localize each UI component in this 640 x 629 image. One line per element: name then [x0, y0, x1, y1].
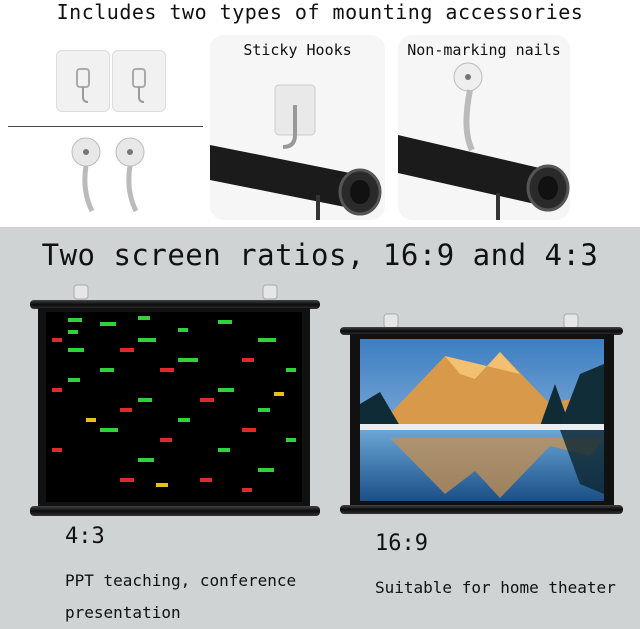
ratio-label-16-9: 16:9 [375, 531, 428, 556]
rod-on-hook-illustration [210, 35, 385, 220]
sticky-hook-pad-icon [112, 50, 166, 112]
ratio-label-4-3: 4:3 [65, 524, 105, 549]
screen-4-3 [38, 308, 310, 508]
screen-bottom-rod [30, 506, 320, 516]
sticky-hook-pad-icon [56, 50, 110, 112]
nail-hook-icon [66, 136, 106, 216]
rod-on-nail-illustration [398, 35, 570, 220]
hook-icon [72, 283, 90, 301]
nails-label: Non-marking nails [407, 41, 561, 59]
description-4-3: PPT teaching, conference presentation [65, 571, 297, 622]
stock-ticker-image [38, 308, 310, 508]
nail-hook-icon [110, 136, 150, 216]
accessories-title: Includes two types of mounting accessories [56, 0, 584, 24]
sticky-hooks-label: Sticky Hooks [243, 41, 352, 59]
ratios-title: Two screen ratios, 16:9 and 4:3 [41, 238, 599, 272]
accessory-thumbnails [8, 36, 203, 226]
screen-16-9 [350, 334, 614, 506]
mountain-lake-image [350, 334, 614, 506]
screen-bottom-rod [340, 505, 623, 514]
description-16-9: Suitable for home theater [375, 578, 616, 597]
nails-panel [398, 35, 570, 220]
hook-icon [261, 283, 279, 301]
divider-line [8, 126, 203, 127]
sticky-hooks-panel [210, 35, 385, 220]
